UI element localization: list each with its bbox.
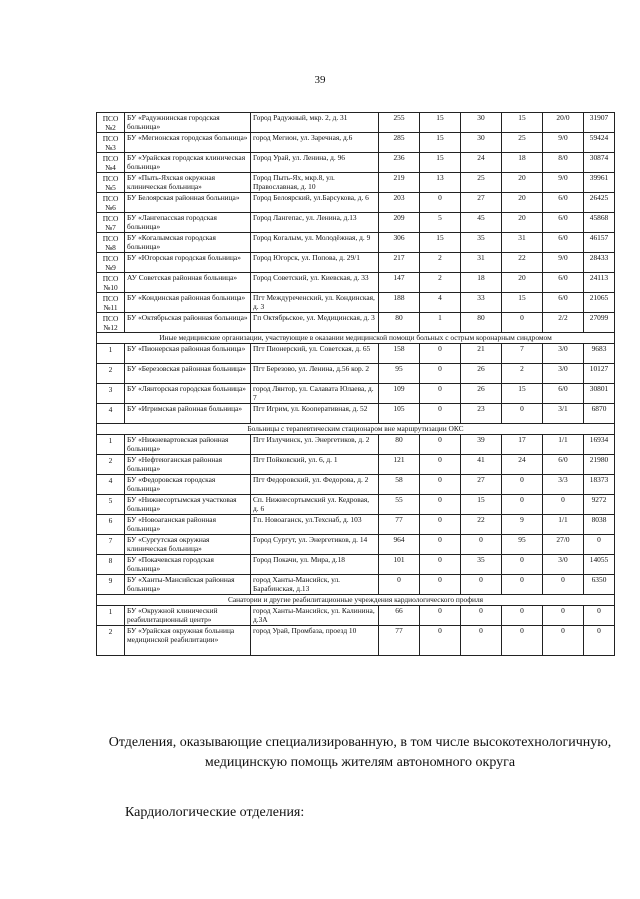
table-row xyxy=(97,495,615,515)
value-cell: 2 xyxy=(420,253,461,273)
value-cell: 30 xyxy=(461,133,502,153)
value-cell: 6/0 xyxy=(543,233,584,253)
value-cell: 9683 xyxy=(584,344,615,364)
value-cell: 0 xyxy=(502,475,543,495)
value-cell: 0 xyxy=(502,606,543,626)
table-row xyxy=(97,133,615,153)
value-cell: 20/0 xyxy=(543,113,584,133)
value-cell: 6/0 xyxy=(543,384,584,404)
value-cell: 10127 xyxy=(584,364,615,384)
value-cell: 9272 xyxy=(584,495,615,515)
table-row xyxy=(97,435,615,455)
table-row xyxy=(97,575,615,595)
value-cell: 0 xyxy=(502,495,543,515)
value-cell: 217 xyxy=(379,253,420,273)
address: Пгт Федоровский, ул. Федорова, д. 2 xyxy=(251,475,379,495)
address: город Ханты-Мансийск, ул. Барабинская, д.13 xyxy=(251,575,379,595)
value-cell: 6/0 xyxy=(543,455,584,475)
row-number: ПСО №2 xyxy=(97,113,125,133)
organization-name: АУ Советская районная больница» xyxy=(125,273,251,293)
section-row xyxy=(97,424,615,435)
value-cell: 41 xyxy=(461,455,502,475)
section-title: Больницы с терапевтическим стационаром вне маршрутизации ОКС xyxy=(97,424,615,435)
value-cell: 27099 xyxy=(584,313,615,333)
value-cell: 45868 xyxy=(584,213,615,233)
row-number: 1 xyxy=(97,606,125,626)
organization-name: БУ «Мегионская городская больница» xyxy=(125,133,251,153)
value-cell: 20 xyxy=(502,273,543,293)
organization-name: БУ «Игримская районная больница» xyxy=(125,404,251,424)
section-title: Иные медицинские организации, участвующие в оказании медицинской помощи больных с острым коронарным синдромом xyxy=(97,333,615,344)
value-cell: 55 xyxy=(379,495,420,515)
value-cell: 188 xyxy=(379,293,420,313)
value-cell: 0 xyxy=(420,475,461,495)
value-cell: 306 xyxy=(379,233,420,253)
value-cell: 109 xyxy=(379,384,420,404)
value-cell: 285 xyxy=(379,133,420,153)
value-cell: 0 xyxy=(420,535,461,555)
table-row xyxy=(97,535,615,555)
value-cell: 26 xyxy=(461,364,502,384)
row-number: 2 xyxy=(97,626,125,656)
value-cell: 15 xyxy=(502,384,543,404)
value-cell: 8/0 xyxy=(543,153,584,173)
value-cell: 15 xyxy=(420,233,461,253)
value-cell: 0 xyxy=(502,626,543,656)
table-row xyxy=(97,515,615,535)
value-cell: 35 xyxy=(461,233,502,253)
table-row xyxy=(97,344,615,364)
value-cell: 80 xyxy=(379,435,420,455)
value-cell: 0 xyxy=(420,555,461,575)
address: Город Белоярский, ул.Барсукова, д. 6 xyxy=(251,193,379,213)
table-row xyxy=(97,626,615,656)
value-cell: 2/2 xyxy=(543,313,584,333)
value-cell: 15 xyxy=(420,153,461,173)
row-number: 3 xyxy=(97,384,125,404)
value-cell: 31907 xyxy=(584,113,615,133)
row-number: ПСО №6 xyxy=(97,193,125,213)
value-cell: 26 xyxy=(461,384,502,404)
value-cell: 27 xyxy=(461,193,502,213)
table-row xyxy=(97,253,615,273)
value-cell: 203 xyxy=(379,193,420,213)
value-cell: 0 xyxy=(379,575,420,595)
value-cell: 0 xyxy=(584,626,615,656)
organization-name: БУ «Федоровская городская больница» xyxy=(125,475,251,495)
value-cell: 255 xyxy=(379,113,420,133)
table-row xyxy=(97,153,615,173)
address: Гп Октябрьское, ул. Медицинская, д. 3 xyxy=(251,313,379,333)
address: Пгт Игрим, ул. Кооперативная, д. 52 xyxy=(251,404,379,424)
value-cell: 25 xyxy=(502,133,543,153)
value-cell: 6/0 xyxy=(543,213,584,233)
organization-name: БУ «Югорская городская больница» xyxy=(125,253,251,273)
table-row xyxy=(97,213,615,233)
value-cell: 8038 xyxy=(584,515,615,535)
value-cell: 9 xyxy=(502,515,543,535)
address: город Лянтор, ул. Салавата Юлаева, д. 7 xyxy=(251,384,379,404)
value-cell: 121 xyxy=(379,455,420,475)
value-cell: 0 xyxy=(420,515,461,535)
row-number: ПСО №8 xyxy=(97,233,125,253)
value-cell: 18 xyxy=(461,273,502,293)
value-cell: 20 xyxy=(502,193,543,213)
hospitals-table xyxy=(96,112,615,656)
address: Пгт Пионерский, ул. Советская, д. 65 xyxy=(251,344,379,364)
value-cell: 0 xyxy=(461,535,502,555)
value-cell: 15 xyxy=(502,293,543,313)
value-cell: 15 xyxy=(420,133,461,153)
table-row xyxy=(97,173,615,193)
value-cell: 1 xyxy=(420,313,461,333)
value-cell: 39961 xyxy=(584,173,615,193)
row-number: ПСО №3 xyxy=(97,133,125,153)
organization-name: БУ «Ханты-Мансийская районная больница» xyxy=(125,575,251,595)
value-cell: 6350 xyxy=(584,575,615,595)
row-number: ПСО №11 xyxy=(97,293,125,313)
value-cell: 0 xyxy=(502,404,543,424)
table-row xyxy=(97,606,615,626)
value-cell: 0 xyxy=(420,364,461,384)
value-cell: 6/0 xyxy=(543,193,584,213)
value-cell: 21 xyxy=(461,344,502,364)
value-cell: 0 xyxy=(584,606,615,626)
value-cell: 0 xyxy=(420,384,461,404)
address: Пгт Березово, ул. Ленина, д.56 кор. 2 xyxy=(251,364,379,384)
table-row xyxy=(97,233,615,253)
row-number: ПСО №4 xyxy=(97,153,125,173)
value-cell: 0 xyxy=(502,555,543,575)
value-cell: 1/1 xyxy=(543,435,584,455)
section-title: Санатории и другие реабилитационные учреждения кардиологического профиля xyxy=(97,595,615,606)
value-cell: 23 xyxy=(461,404,502,424)
value-cell: 3/0 xyxy=(543,555,584,575)
value-cell: 22 xyxy=(502,253,543,273)
address: Город Покачи, ул. Мира, д.18 xyxy=(251,555,379,575)
address: Город Советский, ул. Киевская, д. 33 xyxy=(251,273,379,293)
table-row xyxy=(97,193,615,213)
organization-name: БУ «Урайская городская клиническая больница» xyxy=(125,153,251,173)
row-number: ПСО №9 xyxy=(97,253,125,273)
value-cell: 80 xyxy=(461,313,502,333)
value-cell: 31 xyxy=(502,233,543,253)
row-number: ПСО №12 xyxy=(97,313,125,333)
value-cell: 30874 xyxy=(584,153,615,173)
organization-name: БУ «Нижневартовская районная больница» xyxy=(125,435,251,455)
value-cell: 1/1 xyxy=(543,515,584,535)
row-number: 6 xyxy=(97,515,125,535)
value-cell: 35 xyxy=(461,555,502,575)
row-number: 4 xyxy=(97,475,125,495)
value-cell: 219 xyxy=(379,173,420,193)
value-cell: 6/0 xyxy=(543,293,584,313)
table-row xyxy=(97,293,615,313)
value-cell: 18 xyxy=(502,153,543,173)
row-number: 7 xyxy=(97,535,125,555)
value-cell: 28433 xyxy=(584,253,615,273)
value-cell: 9/0 xyxy=(543,133,584,153)
row-number: 5 xyxy=(97,495,125,515)
value-cell: 30 xyxy=(461,113,502,133)
section-row xyxy=(97,595,615,606)
value-cell: 17 xyxy=(502,435,543,455)
value-cell: 30801 xyxy=(584,384,615,404)
organization-name: БУ «Лянторская городская больница» xyxy=(125,384,251,404)
value-cell: 9/0 xyxy=(543,173,584,193)
table-row xyxy=(97,555,615,575)
value-cell: 21980 xyxy=(584,455,615,475)
value-cell: 25 xyxy=(461,173,502,193)
value-cell: 26425 xyxy=(584,193,615,213)
organization-name: БУ «Когалымская городская больница» xyxy=(125,233,251,253)
value-cell: 105 xyxy=(379,404,420,424)
value-cell: 3/0 xyxy=(543,344,584,364)
address: Город Лангепас, ул. Ленина, д.13 xyxy=(251,213,379,233)
value-cell: 3/3 xyxy=(543,475,584,495)
subsection-heading: Кардиологические отделения: xyxy=(125,805,305,820)
value-cell: 39 xyxy=(461,435,502,455)
address: город Ханты-Мансийск, ул. Калинина, д.3А xyxy=(251,606,379,626)
value-cell: 0 xyxy=(420,344,461,364)
organization-name: БУ Белоярская районная больница» xyxy=(125,193,251,213)
value-cell: 2 xyxy=(420,273,461,293)
row-number: 2 xyxy=(97,364,125,384)
value-cell: 58 xyxy=(379,475,420,495)
row-number: 2 xyxy=(97,455,125,475)
value-cell: 13 xyxy=(420,173,461,193)
value-cell: 77 xyxy=(379,626,420,656)
address: Гп. Новоаганск, ул.Техснаб, д. 103 xyxy=(251,515,379,535)
value-cell: 22 xyxy=(461,515,502,535)
row-number: ПСО №7 xyxy=(97,213,125,233)
value-cell: 0 xyxy=(420,404,461,424)
value-cell: 0 xyxy=(420,606,461,626)
value-cell: 0 xyxy=(543,626,584,656)
value-cell: 236 xyxy=(379,153,420,173)
value-cell: 15 xyxy=(502,113,543,133)
value-cell: 0 xyxy=(420,455,461,475)
value-cell: 14055 xyxy=(584,555,615,575)
value-cell: 0 xyxy=(461,575,502,595)
value-cell: 20 xyxy=(502,173,543,193)
organization-name: БУ «Октябрьская районная больница» xyxy=(125,313,251,333)
table-row xyxy=(97,384,615,404)
address: Пгт Пойковский, ул. 6, д. 1 xyxy=(251,455,379,475)
table-row xyxy=(97,475,615,495)
value-cell: 18373 xyxy=(584,475,615,495)
value-cell: 0 xyxy=(420,193,461,213)
table-row xyxy=(97,364,615,384)
row-number: ПСО №10 xyxy=(97,273,125,293)
value-cell: 4 xyxy=(420,293,461,313)
value-cell: 209 xyxy=(379,213,420,233)
value-cell: 15 xyxy=(461,495,502,515)
row-number: 9 xyxy=(97,575,125,595)
value-cell: 77 xyxy=(379,515,420,535)
value-cell: 24 xyxy=(461,153,502,173)
address: Город Пыть-Ях, мкр.8, ул. Православная, д. 10 xyxy=(251,173,379,193)
row-number: 1 xyxy=(97,344,125,364)
value-cell: 31 xyxy=(461,253,502,273)
value-cell: 24113 xyxy=(584,273,615,293)
value-cell: 21065 xyxy=(584,293,615,313)
table-body xyxy=(97,113,615,656)
value-cell: 0 xyxy=(543,575,584,595)
value-cell: 9/0 xyxy=(543,253,584,273)
value-cell: 0 xyxy=(420,626,461,656)
value-cell: 101 xyxy=(379,555,420,575)
organization-name: БУ «Урайская окружная больница медицинской реабилитации» xyxy=(125,626,251,656)
row-number: ПСО №5 xyxy=(97,173,125,193)
table-row xyxy=(97,273,615,293)
address: город Урай, Промбаза, проезд 10 xyxy=(251,626,379,656)
value-cell: 6870 xyxy=(584,404,615,424)
address: Город Урай, ул. Ленина, д. 96 xyxy=(251,153,379,173)
value-cell: 2 xyxy=(502,364,543,384)
value-cell: 0 xyxy=(502,575,543,595)
value-cell: 45 xyxy=(461,213,502,233)
organization-name: БУ «Кондинская районная больница» xyxy=(125,293,251,313)
value-cell: 46157 xyxy=(584,233,615,253)
address: город Мегион, ул. Заречная, д.6 xyxy=(251,133,379,153)
value-cell: 0 xyxy=(584,535,615,555)
table-row xyxy=(97,404,615,424)
value-cell: 7 xyxy=(502,344,543,364)
value-cell: 0 xyxy=(502,313,543,333)
value-cell: 20 xyxy=(502,213,543,233)
value-cell: 59424 xyxy=(584,133,615,153)
organization-name: БУ «Березовская районная больница» xyxy=(125,364,251,384)
value-cell: 3/1 xyxy=(543,404,584,424)
table-row xyxy=(97,113,615,133)
organization-name: БУ «Лангепасская городская больница» xyxy=(125,213,251,233)
value-cell: 147 xyxy=(379,273,420,293)
organization-name: БУ «Окружной клинический реабилитационный центр» xyxy=(125,606,251,626)
row-number: 8 xyxy=(97,555,125,575)
address: Пгт Междуреченский, ул. Кондинская, д. 3 xyxy=(251,293,379,313)
organization-name: БУ «Пионерская районная больница» xyxy=(125,344,251,364)
table-row xyxy=(97,313,615,333)
organization-name: БУ «Покачевская городская больница» xyxy=(125,555,251,575)
organization-name: БУ «Новоаганская районная больница» xyxy=(125,515,251,535)
section-row xyxy=(97,333,615,344)
value-cell: 80 xyxy=(379,313,420,333)
address: Город Югорск, ул. Попова, д. 29/1 xyxy=(251,253,379,273)
value-cell: 95 xyxy=(502,535,543,555)
value-cell: 0 xyxy=(543,606,584,626)
row-number: 4 xyxy=(97,404,125,424)
value-cell: 0 xyxy=(420,495,461,515)
value-cell: 0 xyxy=(461,606,502,626)
value-cell: 0 xyxy=(543,495,584,515)
value-cell: 24 xyxy=(502,455,543,475)
value-cell: 0 xyxy=(420,575,461,595)
value-cell: 66 xyxy=(379,606,420,626)
organization-name: БУ «Сургутская окружная клиническая больница» xyxy=(125,535,251,555)
address: Город Когалым, ул. Молодёжная, д. 9 xyxy=(251,233,379,253)
section-heading: Отделения, оказывающие специализированную, в том числе высокотехнологичную, медицинскую помощь жителям автономного округа xyxy=(108,735,612,770)
page-number: 39 xyxy=(314,74,326,86)
organization-name: БУ «Радужнинская городская больница» xyxy=(125,113,251,133)
value-cell: 0 xyxy=(461,626,502,656)
value-cell: 95 xyxy=(379,364,420,384)
organization-name: БУ «Нефтеюганская районная больница» xyxy=(125,455,251,475)
address: Город Сургут, ул. Энергетиков, д. 14 xyxy=(251,535,379,555)
address: Пгт Излучинск, ул. Энергетиков, д. 2 xyxy=(251,435,379,455)
table-row xyxy=(97,455,615,475)
address: Город Радужный, мкр. 2, д. 31 xyxy=(251,113,379,133)
value-cell: 158 xyxy=(379,344,420,364)
value-cell: 0 xyxy=(420,435,461,455)
value-cell: 5 xyxy=(420,213,461,233)
organization-name: БУ «Нижнесортымская участковая больница» xyxy=(125,495,251,515)
value-cell: 27 xyxy=(461,475,502,495)
value-cell: 3/0 xyxy=(543,364,584,384)
organization-name: БУ «Пыть-Яхская окружная клиническая больница» xyxy=(125,173,251,193)
value-cell: 964 xyxy=(379,535,420,555)
address: Сп. Нижнесортымский ул. Кедровая, д. 6 xyxy=(251,495,379,515)
value-cell: 16934 xyxy=(584,435,615,455)
value-cell: 33 xyxy=(461,293,502,313)
value-cell: 6/0 xyxy=(543,273,584,293)
value-cell: 27/0 xyxy=(543,535,584,555)
value-cell: 15 xyxy=(420,113,461,133)
row-number: 1 xyxy=(97,435,125,455)
